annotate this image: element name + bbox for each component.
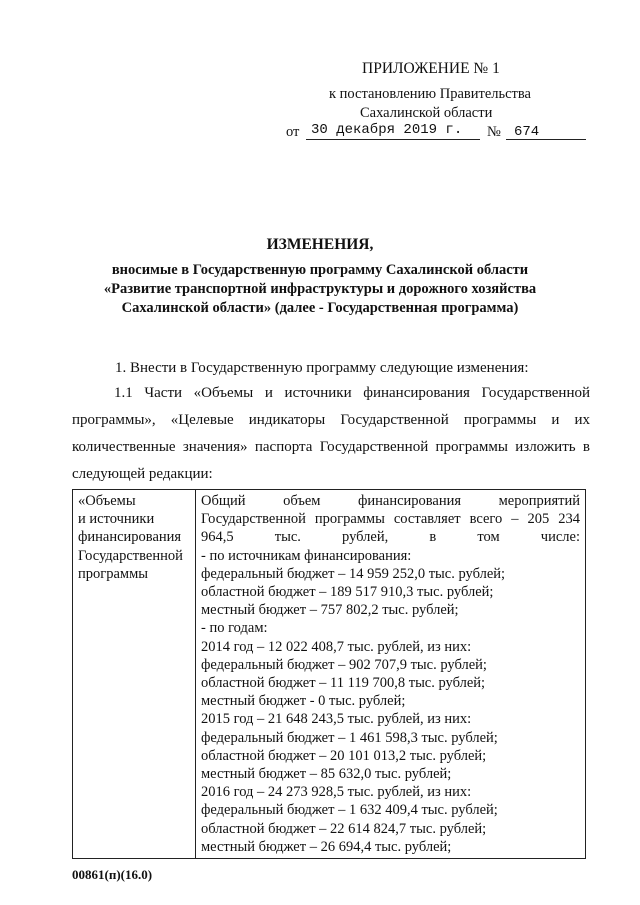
appendix-title: ПРИЛОЖЕНИЕ № 1 [362,60,500,77]
paragraph-1: 1. Внести в Государственную программу следующие изменения: [115,360,529,376]
financing-line: областной бюджет – 11 119 700,8 тыс. рублей; [201,675,486,692]
financing-line: местный бюджет – 26 694,4 тыс. рублей; [201,838,452,855]
table-left-cell [73,490,196,859]
financing-line: федеральный бюджет – 902 707,9 тыс. рублей; [201,656,487,673]
header-line-1: к постановлению Правительства [329,86,531,102]
financing-line: - по годам: [201,620,268,637]
doc-subtitle-2: «Развитие транспортной инфраструктуры и дорожного хозяйства [103,281,537,297]
financing-line: местный бюджет – 757 802,2 тыс. рублей; [201,602,459,619]
financing-line: федеральный бюджет – 1 461 598,3 тыс. рублей; [201,729,498,746]
financing-line: федеральный бюджет – 14 959 252,0 тыс. рублей; [201,565,506,582]
passport-table [72,489,586,859]
date-underline [306,139,480,140]
left-line: и источники [78,511,155,528]
financing-line: федеральный бюджет – 1 632 409,4 тыс. рублей; [201,802,498,819]
number-underline [506,139,586,140]
doc-title: ИЗМЕНЕНИЯ, [266,236,374,253]
decree-number: 674 [514,124,540,140]
header-line-2: Сахалинской области [360,105,493,121]
from-label: от [286,124,300,140]
financing-line: - по источникам финансирования: [201,547,412,564]
financing-line: местный бюджет - 0 тыс. рублей; [201,693,406,710]
financing-line: 2014 год – 12 022 408,7 тыс. рублей, из них: [201,638,472,655]
paragraph-1-1: 1.1 Части «Объемы и источники финансирования Государственной программы», «Целевые индикаторы Государственной программы и их количественные значения» паспорта Государственной программы изложить в следующей редакции: [72,385,590,482]
number-label: № [487,124,501,140]
financing-line: 2016 год – 24 273 928,5 тыс. рублей, из них: [201,784,472,801]
doc-subtitle-1: вносимые в Государственную программу Сахалинской области [111,262,529,278]
left-line: «Объемы [78,493,136,509]
left-line: финансирования [78,529,182,546]
decree-date: 30 декабря 2019 г. [311,122,463,138]
financing-line: областной бюджет – 20 101 013,2 тыс. рублей; [201,747,487,764]
form-code: 00861(п)(16.0) [72,867,153,882]
table-right-cell [196,490,586,859]
financing-line: областной бюджет – 22 614 824,7 тыс. рублей; [201,820,487,837]
financing-line: местный бюджет – 85 632,0 тыс. рублей; [201,766,452,783]
financing-line: областной бюджет – 189 517 910,3 тыс. рублей; [201,584,494,601]
doc-subtitle-3: Сахалинской области» (далее - Государственная программа) [121,300,519,316]
financing-total: Общий объем финансирования мероприятий Государственной программы составляет всего – 205 234 964,5 тыс. рублей, в том числе: [201,493,580,546]
financing-line: 2015 год – 21 648 243,5 тыс. рублей, из них: [201,711,472,728]
left-line: программы [78,565,148,582]
left-line: Государственной [78,547,183,564]
